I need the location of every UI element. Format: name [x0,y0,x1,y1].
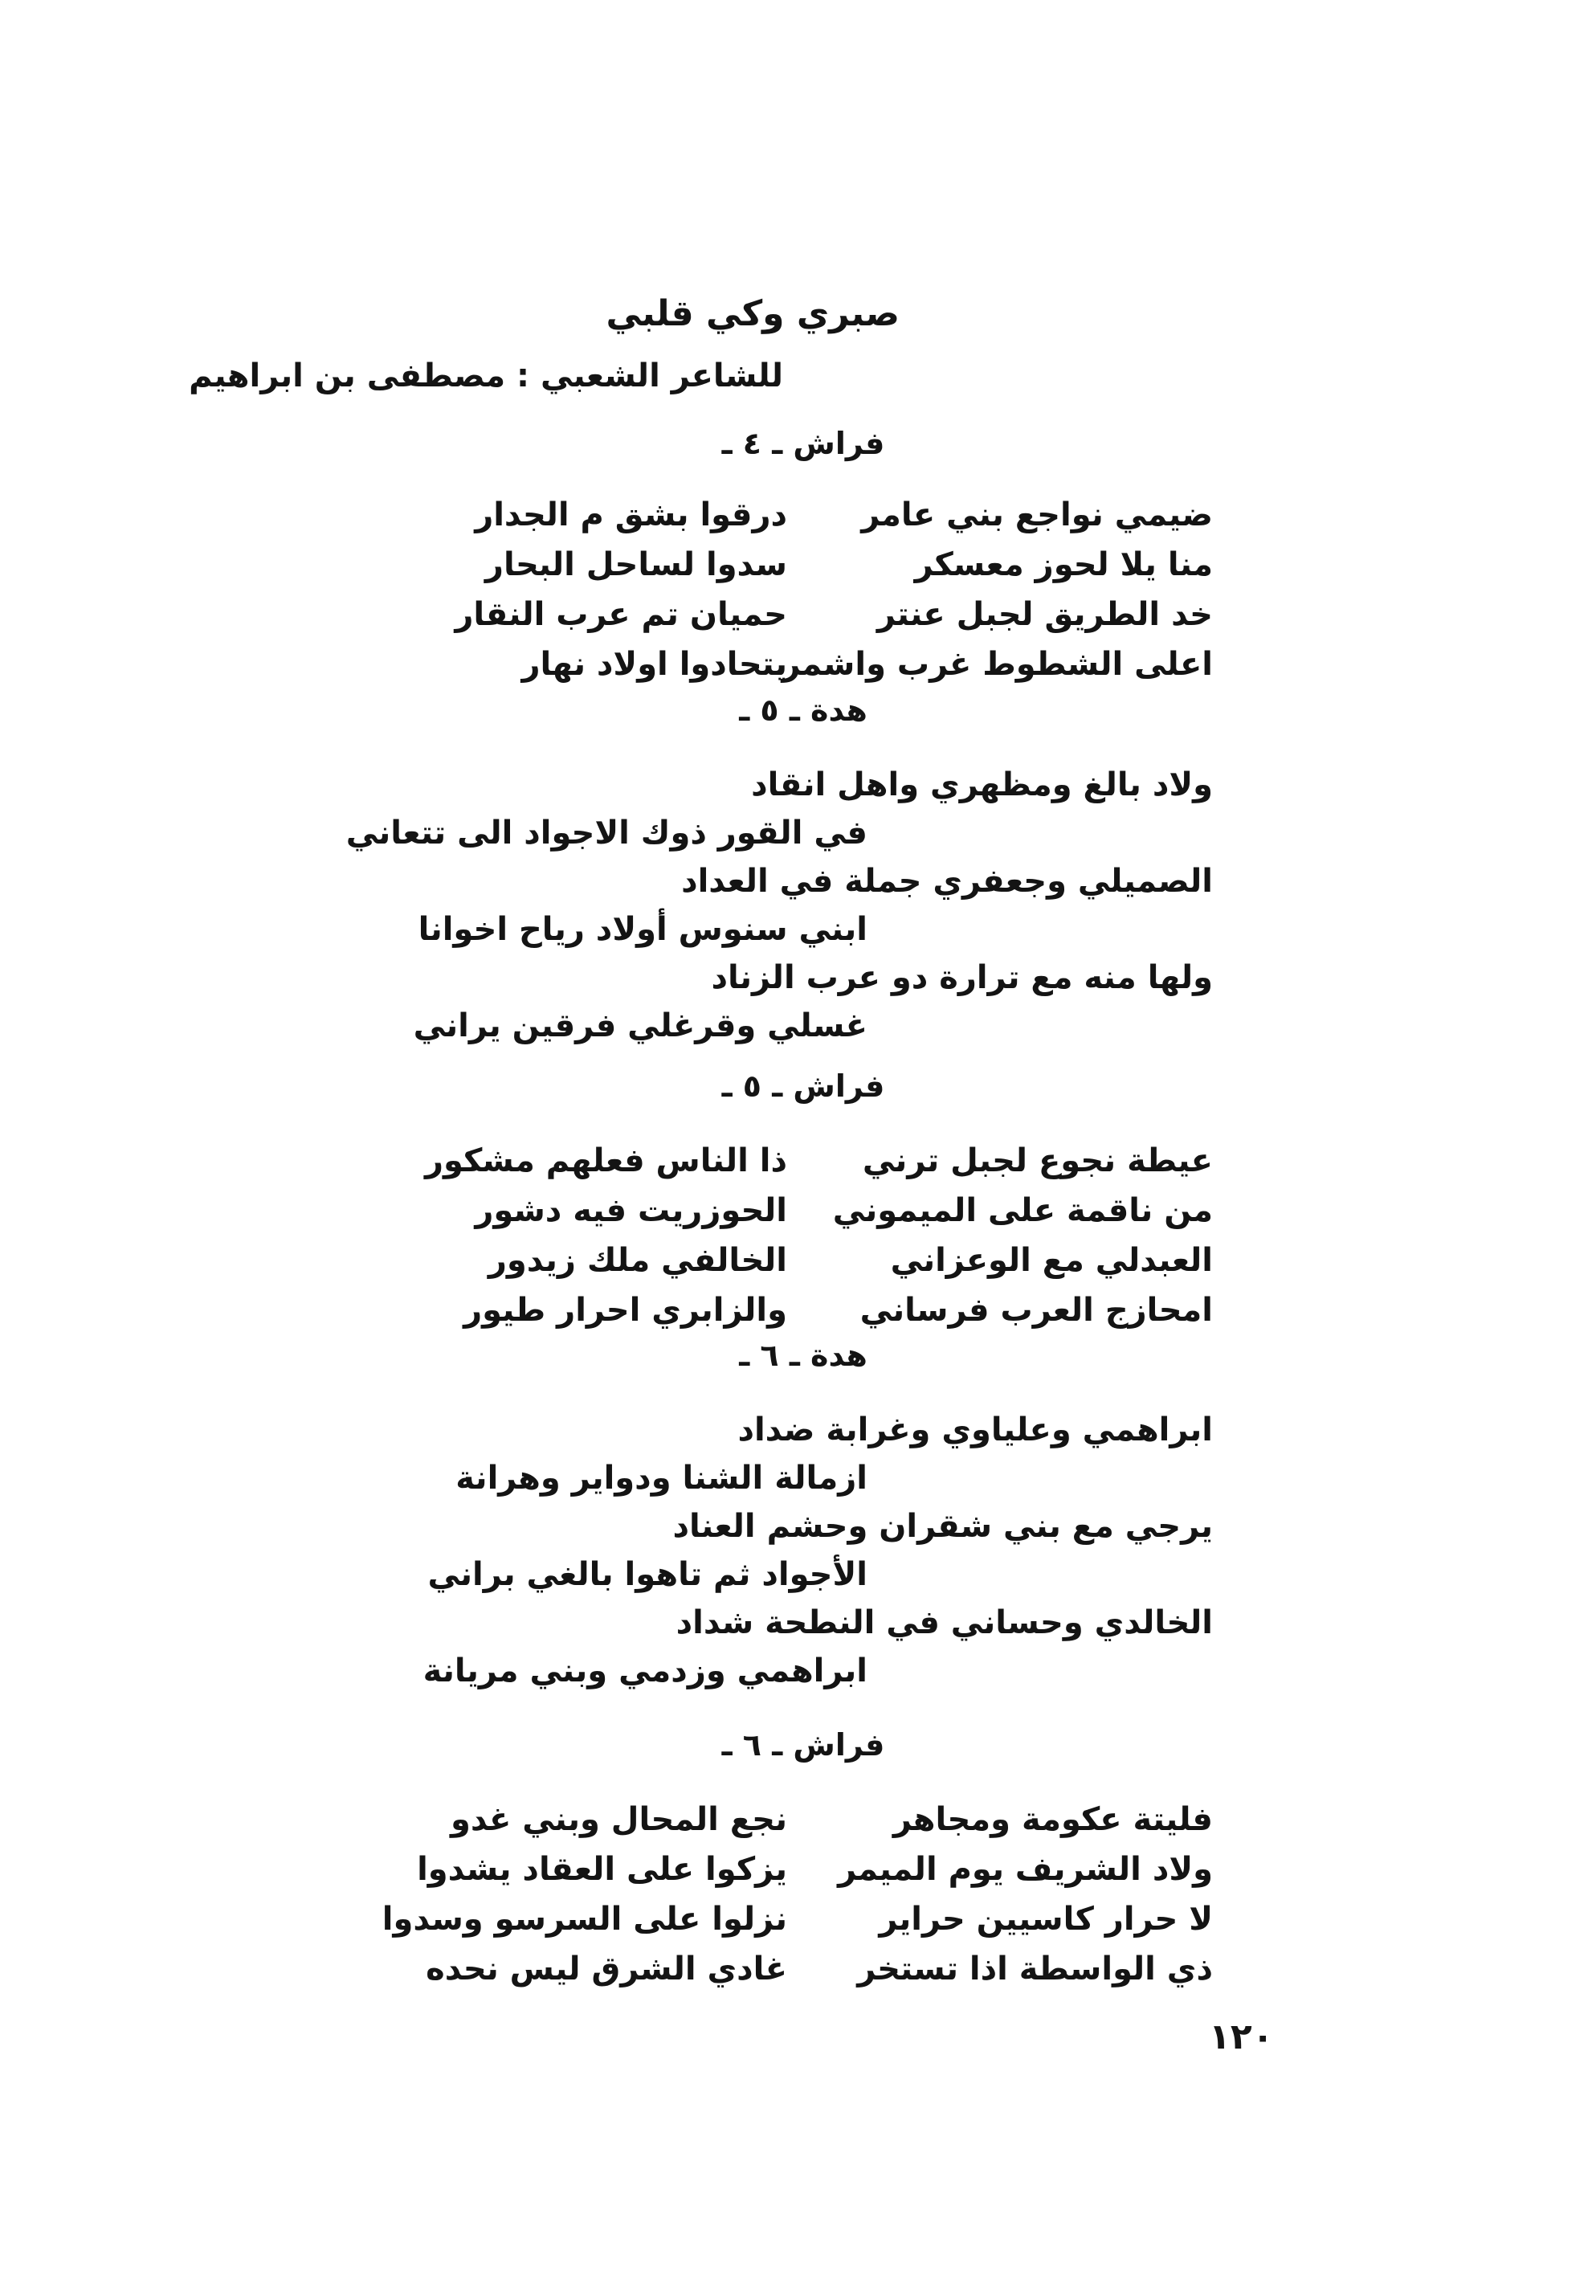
verse-line: ولها منه مع ترارة دو عرب الزناد [711,959,1213,996]
verse-right-hemistich: لا حرار كاسيين حراير [879,1901,1213,1938]
verse-line: ابني سنوس أولاد رياح اخوانا [418,911,867,948]
verse-right-hemistich: فليتة عكومة ومجاهر [892,1801,1213,1838]
verse-left-hemistich: درقوا بشق م الجدار [475,496,787,533]
section-heading: هدة ـ ٦ ـ [739,1338,867,1373]
verse-line: الأجواد ثم تاهوا بالغي براني [427,1556,867,1593]
verse-right-hemistich: خد الطريق لجبل عنتر [876,596,1213,633]
verse-line: ازمالة الشنا ودواير وهرانة [455,1460,867,1497]
verse-left-hemistich: ذا الناس فعلهم مشكور [425,1142,787,1179]
section-heading: فراش ـ ٥ ـ [721,1068,885,1104]
verse-left-hemistich: سدوا لساحل البحار [484,546,787,583]
verse-right-hemistich: ولاد الشريف يوم الميمر [838,1851,1213,1888]
poem-title: صبري وكي قلبي [606,293,900,334]
verse-left-hemistich: والزابري احرار طيور [463,1292,787,1329]
verse-left-hemistich: نزلوا على السرسو وسدوا [382,1901,787,1938]
verse-line: يرجي مع بني شقران وحشم العناد [672,1508,1213,1545]
verse-right-hemistich: منا يلا لحوز معسكر [914,546,1213,583]
verse-right-hemistich: اعلى الشطوط غرب واشمر [782,646,1213,683]
verse-left-hemistich: الحوزريت فيه دشور [475,1192,787,1229]
verse-left-hemistich: حميان تم عرب النقار [455,596,787,633]
verse-line: الصميلي وجعفري جملة في العداد [681,863,1213,900]
verse-right-hemistich: امحازج العرب فرساني [859,1292,1213,1329]
verse-line: في القور ذوك الاجواد الى تتعاني [345,815,867,852]
verse-line: غسلي وقرغلي فرقين يراني [413,1007,867,1044]
poet-credit: للشاعر الشعبي : مصطفى بن ابراهيم [189,357,783,394]
verse-line: ولاد بالغ ومظهري واهل انقاد [751,766,1213,803]
verse-line: الخالدي وحساني في النطحة شداد [676,1604,1213,1641]
verse-right-hemistich: ذي الواسطة اذا تستخر [857,1951,1213,1988]
verse-left-hemistich: غادي الشرق ليس نحده [426,1951,787,1988]
verse-right-hemistich: عيطة نجوع لجبل ترني [862,1142,1213,1179]
verse-right-hemistich: ضيمي نواجع بني عامر [861,496,1213,533]
verse-line: ابراهمي وعلياوي وغرابة ضداد [737,1412,1213,1448]
section-heading: فراش ـ ٤ ـ [721,426,885,461]
section-heading: فراش ـ ٦ ـ [721,1727,885,1763]
verse-left-hemistich: يزكوا على العقاد يشدوا [417,1851,787,1888]
verse-right-hemistich: من ناقمة على الميموني [832,1192,1213,1229]
page-number: ١٢٠ [1209,2016,1274,2057]
section-heading: هدة ـ ٥ ـ [739,692,867,728]
verse-left-hemistich: نجع المحال وبني غدو [450,1801,787,1838]
verse-left-hemistich: يتحادوا اولاد نهار [521,646,787,683]
verse-right-hemistich: العبدلي مع الوعزاني [890,1242,1213,1279]
verse-line: ابراهمي وزدمي وبني مريانة [422,1653,867,1689]
verse-left-hemistich: الخالفي ملك زيدور [488,1242,787,1279]
